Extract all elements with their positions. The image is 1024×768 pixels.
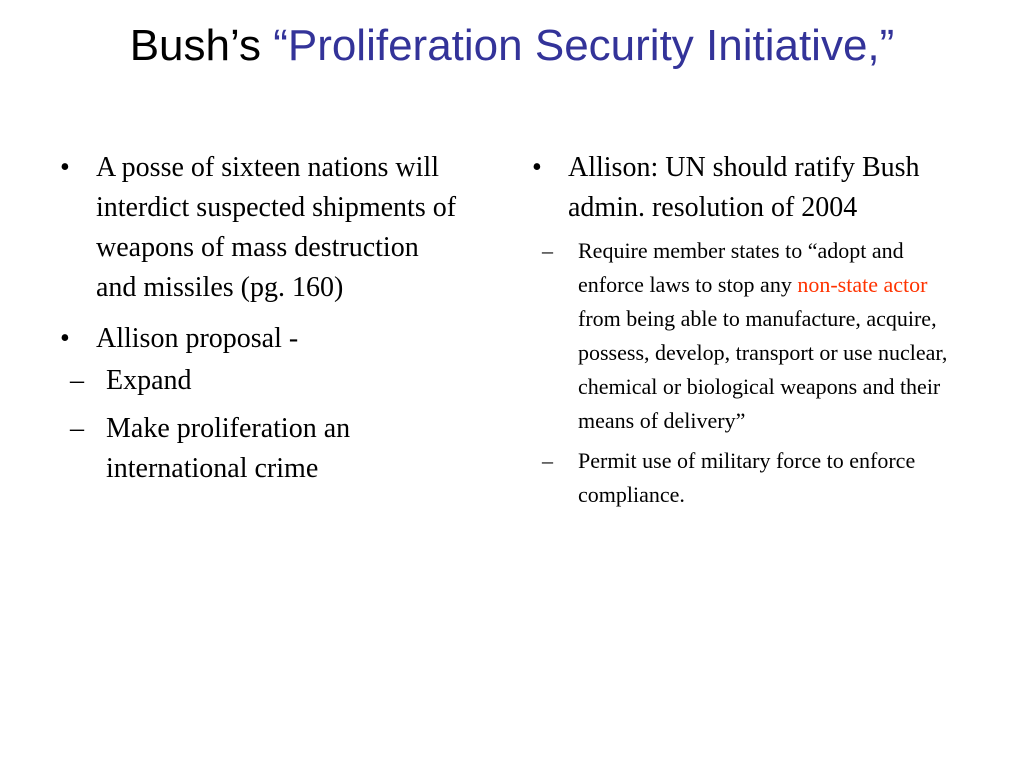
- bullet-text: Allison proposal -: [96, 323, 299, 354]
- bullet-marker: •: [60, 323, 70, 354]
- left-column: [60, 148, 460, 500]
- list-item: [60, 409, 460, 489]
- sub-bullet-text: [578, 238, 947, 433]
- sub-bullet-list: [542, 234, 972, 512]
- dash-marker: –: [542, 448, 553, 473]
- bullet-text: Allison: UN should ratify Bush admin. resolution of 2004: [568, 152, 920, 223]
- highlight-text: non-state actor: [797, 272, 928, 297]
- bullet-marker: •: [60, 152, 70, 183]
- list-item: [60, 361, 460, 401]
- dash-marker: –: [542, 238, 553, 263]
- title-accent: “Proliferation Security Initiative,”: [273, 21, 895, 70]
- sub-bullet-text: Permit use of military force to enforce compliance.: [578, 448, 916, 507]
- list-item: [532, 234, 972, 438]
- list-item: [60, 148, 460, 308]
- list-item: [532, 444, 972, 512]
- right-bullet-list: [532, 148, 972, 512]
- slide-title: [0, 18, 1024, 74]
- dash-marker: –: [70, 365, 84, 396]
- bullet-text: A posse of sixteen nations will interdict suspected shipments of weapons of mass destruction and missiles (pg. 160): [96, 152, 457, 303]
- sub-bullet-text-start: Require member states to “adopt and enforce laws to stop any: [578, 238, 904, 297]
- sub-bullet-list: [70, 361, 460, 489]
- bullet-marker: •: [532, 152, 542, 183]
- list-item: [532, 148, 972, 512]
- sub-bullet-text: Expand: [106, 365, 192, 396]
- left-bullet-list: [60, 148, 460, 489]
- sub-bullet-text: Make proliferation an international crime: [106, 413, 351, 484]
- sub-bullet-text-end: from being able to manufacture, acquire, possess, develop, transport or use nuclear, chemical or biological weapons and their means of delivery”: [578, 306, 948, 433]
- list-item: [60, 319, 460, 489]
- title-prefix: Bush’s: [129, 21, 274, 70]
- dash-marker: –: [70, 413, 84, 444]
- right-column: [532, 148, 972, 523]
